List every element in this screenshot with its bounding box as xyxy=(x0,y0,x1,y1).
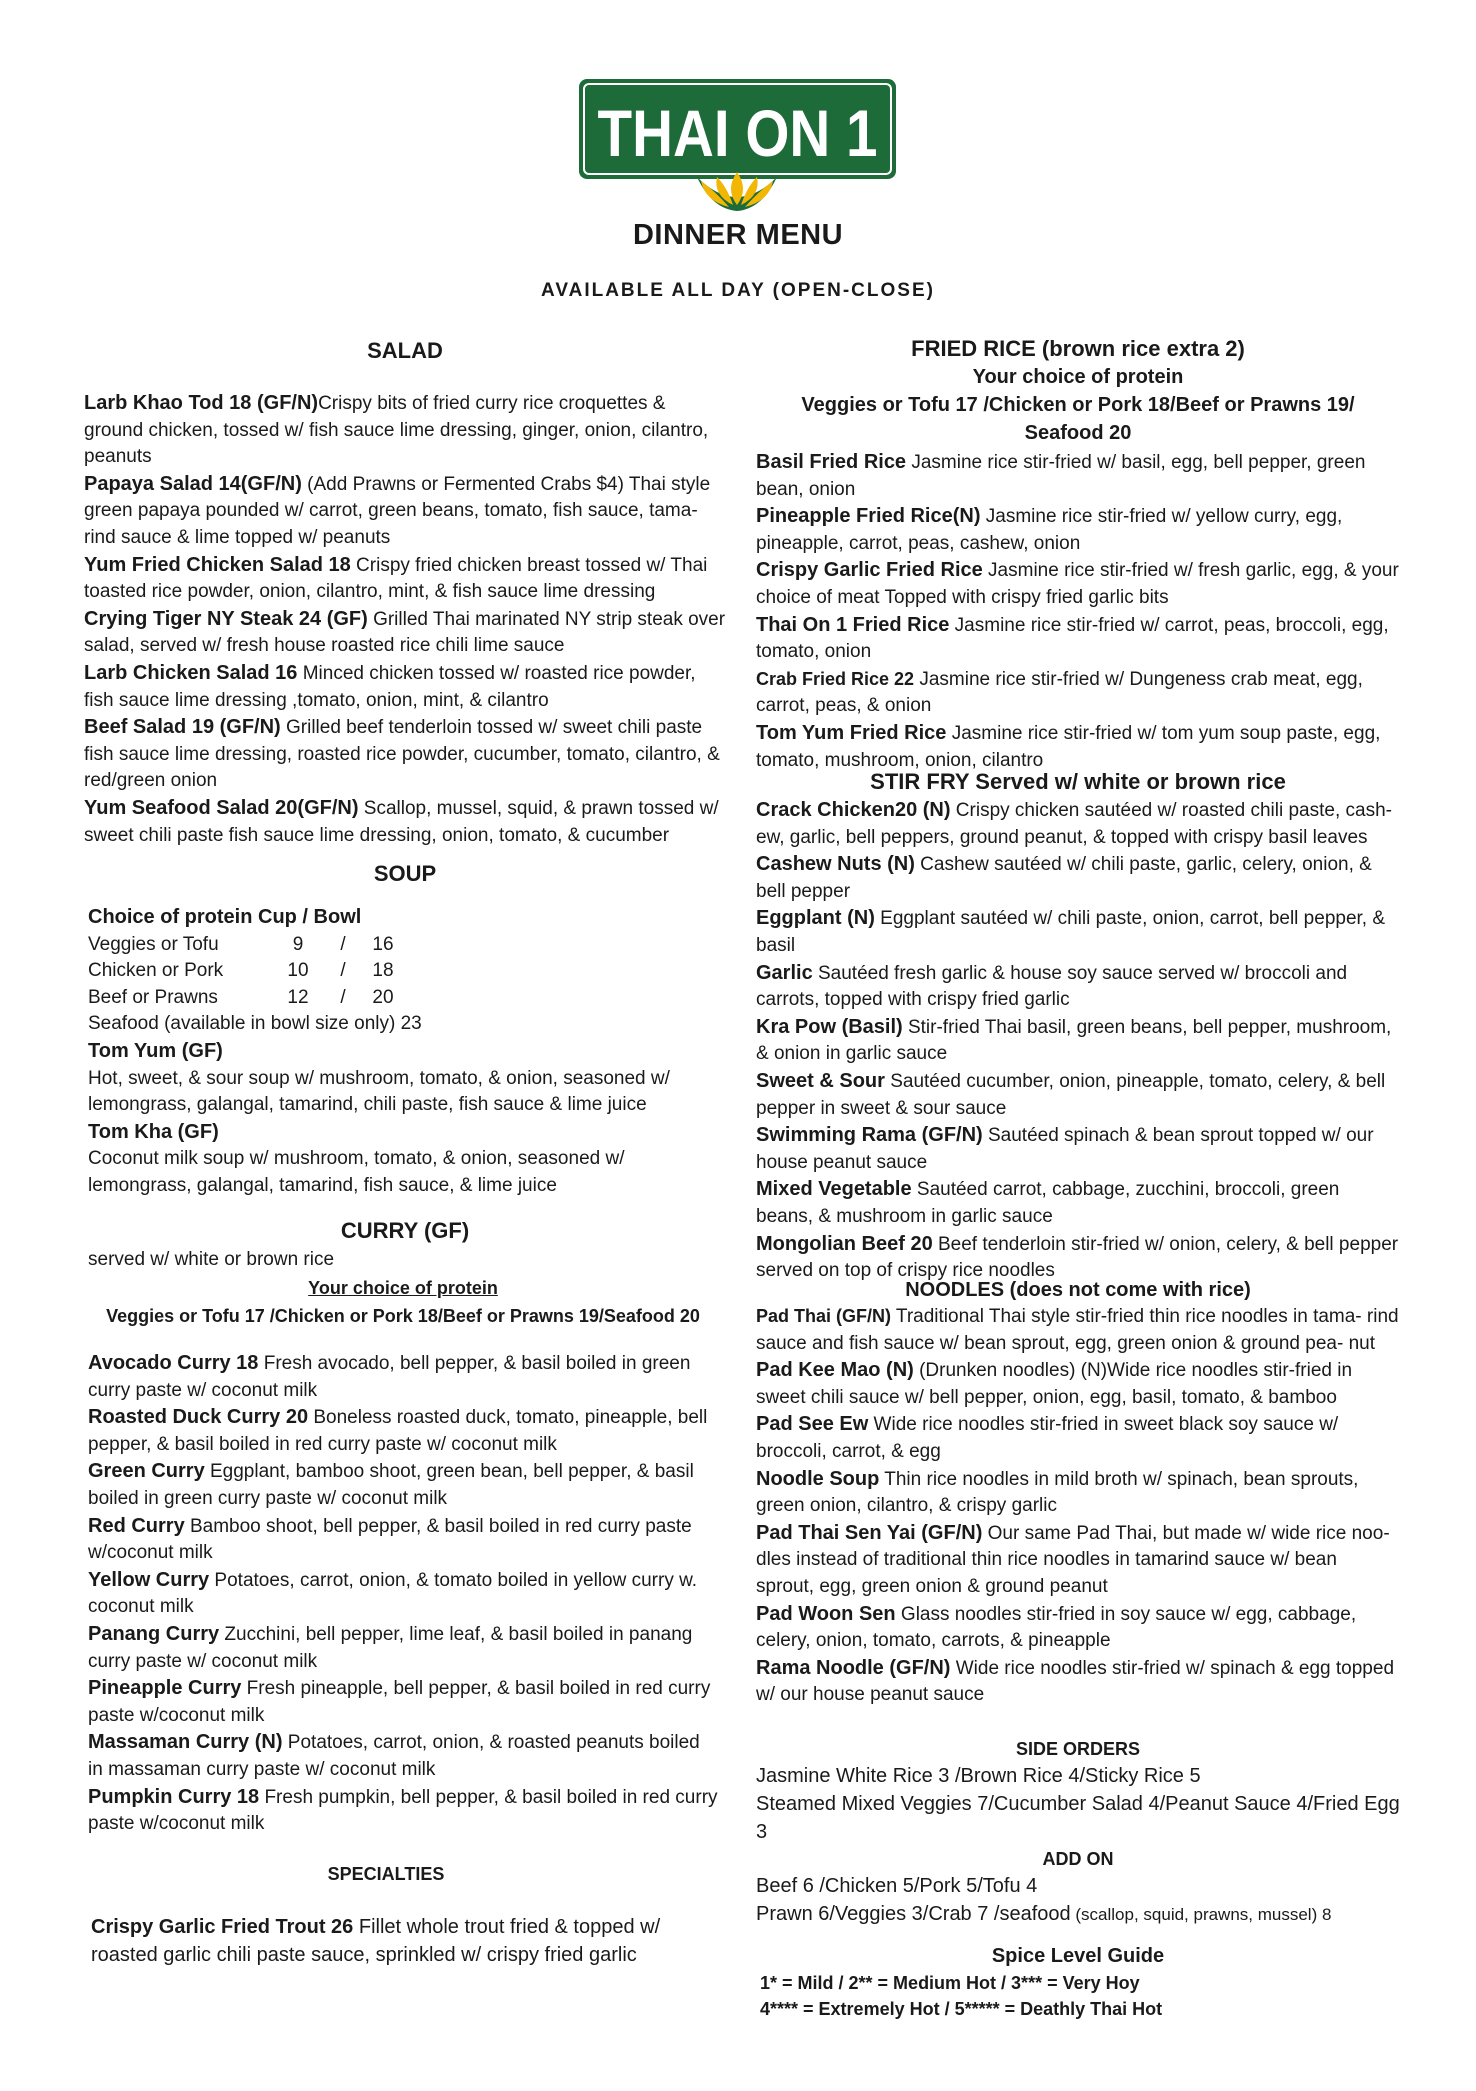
add-on-body xyxy=(756,1872,1400,1929)
menu-item: Pad Thai (GF/N) Traditional Thai style stir-fried thin rice noodles in tama- rind sauce and fish sauce w/ bean sprout, egg, green onion & ground pea- nut xyxy=(756,1306,1399,1354)
menu-item: Green Curry Eggplant, bamboo shoot, green bean, bell pepper, & basil boiled in green curry paste w/ coconut milk xyxy=(88,1460,694,1509)
salad-section xyxy=(84,337,726,365)
fried-rice-protein-line1: Veggies or Tofu 17 /Chicken or Pork 18/Beef or Prawns 19/ xyxy=(801,394,1355,416)
curry-protein-line: Veggies or Tofu 17 /Chicken or Pork 18/Beef or Prawns 19/Seafood 20 xyxy=(106,1305,700,1326)
specialties-section xyxy=(84,1860,688,1888)
menu-item: Kra Pow (Basil) Stir-fried Thai basil, green beans, bell pepper, mushroom, & onion in garlic sauce xyxy=(756,1015,1392,1065)
item-desc: Crispy fried chicken breast tossed w/ Thai toasted rice powder, onion, cilantro, mint, & fish sauce lime dressing xyxy=(84,554,708,603)
menu-item: Mongolian Beef 20 Beef tenderloin stir-fried w/ onion, celery, & bell pepper served on top of crispy rice noodles xyxy=(756,1232,1399,1282)
side-orders-body xyxy=(756,1762,1400,1846)
menu-item: Rama Noodle (GF/N) Wide rice noodles stir-fried w/ spinach & egg topped w/ our house peanut sauce xyxy=(756,1656,1395,1706)
menu-item: Swimming Rama (GF/N) Sautéed spinach & bean sprout topped w/ our house peanut sauce xyxy=(756,1124,1374,1173)
noodles-items xyxy=(756,1303,1400,1709)
menu-item xyxy=(84,390,726,471)
protein-row: Veggies or Tofu 9 / 16 xyxy=(88,933,394,955)
menu-item: Sweet & Sour Sautéed cucumber, onion, pineapple, tomato, celery, & bell pepper in sweet & sour sauce xyxy=(756,1069,1386,1119)
menu-item: Crab Fried Rice 22 Jasmine rice stir-fried w/ Dungeness crab meat, egg, carrot, peas, & onion xyxy=(756,668,1363,717)
menu-item: Garlic Sautéed fresh garlic & house soy sauce served w/ broccoli and carrots, topped with crispy fried garlic xyxy=(756,961,1348,1011)
thai-on-1-logo xyxy=(577,77,898,212)
stir-fry-section xyxy=(756,768,1400,796)
spice-line: 1* = Mild / 2** = Medium Hot / 3*** = Very Hoy xyxy=(760,1973,1140,1993)
availability-subtitle: AVAILABLE ALL DAY (OPEN-CLOSE) xyxy=(541,280,935,301)
menu-item xyxy=(84,606,726,660)
menu-item: Pineapple Curry Fresh pineapple, bell pepper, & basil boiled in red curry paste w/coconut milk xyxy=(88,1677,711,1726)
item-desc: Coconut milk soup w/ mushroom, tomato, & onion, seasoned w/ lemongrass, galangal, tamarind, fish sauce, & lime juice xyxy=(88,1148,625,1196)
menu-item xyxy=(84,552,726,606)
item-name: Crying Tiger NY Steak 24 (GF) xyxy=(84,607,368,630)
item-desc: Crispy bits of fried curry rice croquettes & ground chicken, tossed w/ fish sauce lime dressing, ginger, onion, cilantro, peanuts xyxy=(84,393,709,468)
fried-rice-heading: FRIED RICE (brown rice extra 2) xyxy=(911,336,1245,361)
menu-item: Pad Woon Sen Glass noodles stir-fried in soy sauce w/ egg, cabbage, celery, onion, tomato, carrots, & pineapple xyxy=(756,1602,1357,1652)
menu-item: Pumpkin Curry 18 Fresh pumpkin, bell pepper, & basil boiled in red curry paste w/coconut milk xyxy=(88,1785,718,1835)
menu-item: Roasted Duck Curry 20 Boneless roasted duck, tomato, pineapple, bell pepper, & basil boiled in red curry paste w/ coconut milk xyxy=(88,1406,708,1455)
soup-section xyxy=(84,860,726,888)
fried-rice-protein-heading: Your choice of protein xyxy=(972,366,1184,388)
stir-fry-heading: STIR FRY Served w/ white or brown rice xyxy=(870,769,1286,794)
menu-item: Panang Curry Zucchini, bell pepper, lime leaf, & basil boiled in panang curry paste w/ coconut milk xyxy=(88,1622,693,1672)
curry-header xyxy=(88,1247,718,1330)
item-name: Larb Chicken Salad 16 xyxy=(84,661,298,684)
side-orders-line: Jasmine White Rice 3 /Brown Rice 4/Sticky Rice 5 xyxy=(756,1765,1201,1787)
menu-item: Pineapple Fried Rice(N) Jasmine rice stir-fried w/ yellow curry, egg, pineapple, carrot, peas, cashew, onion xyxy=(756,505,1343,554)
stir-fry-items xyxy=(756,797,1400,1285)
curry-items xyxy=(88,1350,718,1838)
curry-served: served w/ white or brown rice xyxy=(88,1249,335,1270)
menu-item xyxy=(84,795,726,849)
menu-item xyxy=(84,660,726,714)
item-desc: Hot, sweet, & sour soup w/ mushroom, tomato, & onion, seasoned w/ lemongrass, galangal, tamarind, chili paste, fish sauce & lime juice xyxy=(88,1067,670,1116)
menu-item: Red Curry Bamboo shoot, bell pepper, & basil boiled in red curry paste w/coconut milk xyxy=(88,1514,692,1564)
item-name: Yum Seafood Salad 20(GF/N) xyxy=(84,796,359,819)
menu-item: Eggplant (N) Eggplant sautéed w/ chili paste, onion, carrot, bell pepper, & basil xyxy=(756,907,1386,956)
page-title: DINNER MENU xyxy=(632,219,844,251)
specialties-items xyxy=(91,1913,721,1969)
menu-item: Mixed Vegetable Sautéed carrot, cabbage, zucchini, broccoli, green beans, & mushroom in garlic sauce xyxy=(756,1178,1340,1227)
protein-row: Beef or Prawns 12 / 20 xyxy=(88,986,394,1008)
menu-item: Crispy Garlic Fried Rice Jasmine rice stir-fried w/ fresh garlic, egg, & your choice of meat Topped with crispy fried garlic bits xyxy=(756,559,1399,608)
menu-item: Pad See Ew Wide rice noodles stir-fried in sweet black soy sauce w/ broccoli, carrot, & egg xyxy=(756,1413,1339,1462)
side-orders-heading: SIDE ORDERS xyxy=(1015,1739,1141,1759)
menu-item xyxy=(84,471,726,552)
noodles-section xyxy=(756,1276,1400,1304)
item-desc: Scallop, mussel, squid, & prawn tossed w/ sweet chili paste fish sauce lime dressing, onion, tomato, & cucumber xyxy=(84,797,719,846)
menu-item: Noodle Soup Thin rice noodles in mild broth w/ spinach, bean sprouts, green onion, cilantro, & crispy garlic xyxy=(756,1467,1359,1517)
item-name: Beef Salad 19 (GF/N) xyxy=(84,716,281,739)
fried-rice-items xyxy=(756,449,1400,774)
curry-section xyxy=(84,1217,726,1245)
item-name: Tom Kha (GF) xyxy=(88,1120,219,1143)
spice-line: 4**** = Extremely Hot / 5***** = Deathly Thai Hot xyxy=(760,1999,1163,2019)
spice-body xyxy=(760,1970,1404,2022)
item-name: Tom Yum (GF) xyxy=(88,1039,223,1062)
salad-heading: SALAD xyxy=(367,338,443,363)
noodles-heading: NOODLES (does not come with rice) xyxy=(905,1279,1251,1301)
menu-item: Crack Chicken20 (N) Crispy chicken sautéed w/ roasted chili paste, cash- ew, garlic, bell peppers, ground peanut, & topped with crispy basil leaves xyxy=(756,799,1392,848)
logo-text: THAI ON 1 xyxy=(597,96,878,170)
fried-rice-protein-line2: Seafood 20 xyxy=(1024,422,1132,444)
menu-item: Pad Thai Sen Yai (GF/N) Our same Pad Thai, but made w/ wide rice noo- dles instead of traditional thin rice noodles in tamarind sauce w/ bean sprout, egg, green onion & ground peanut xyxy=(756,1521,1390,1597)
curry-heading: CURRY (GF) xyxy=(340,1218,470,1243)
menu-item: Yellow Curry Potatoes, carrot, onion, & tomato boiled in yellow curry w. coconut milk xyxy=(88,1568,698,1618)
item-desc: Grilled beef tenderloin tossed w/ sweet chili paste fish sauce lime dressing, roasted rice powder, cucumber, tomato, cilantro, & red/green onion xyxy=(84,717,720,792)
protein-row: Chicken or Pork 10 / 18 xyxy=(88,960,394,982)
item-desc: Grilled Thai marinated NY strip steak over salad, served w/ fresh house roasted rice chili lime sauce xyxy=(84,608,726,657)
soup-heading: SOUP xyxy=(373,861,437,886)
soup-protein-heading: Choice of protein Cup / Bowl xyxy=(88,906,362,928)
add-on-line: Prawn 6/Veggies 3/Crab 7 /seafood (scallop, squid, prawns, mussel) 8 xyxy=(756,1903,1332,1925)
seafood-note: Seafood (available in bowl size only) 23 xyxy=(88,1013,422,1035)
item-desc: Minced chicken tossed w/ roasted rice powder, fish sauce lime dressing ,tomato, onion, mint, & cilantro xyxy=(84,662,696,711)
menu-item: Cashew Nuts (N) Cashew sautéed w/ chili paste, garlic, celery, onion, & bell pepper xyxy=(756,853,1372,902)
side-orders-section xyxy=(756,1735,1400,1763)
specialties-heading: SPECIALTIES xyxy=(327,1864,445,1884)
soup-body xyxy=(88,904,708,1200)
menu-item: Tom Yum Fried Rice Jasmine rice stir-fried w/ tom yum soup paste, egg, tomato, mushroom, onion, cilantro xyxy=(756,721,1381,771)
curry-protein-heading: Your choice of protein xyxy=(308,1277,498,1298)
add-on-section xyxy=(756,1845,1400,1873)
add-on-heading: ADD ON xyxy=(1042,1849,1114,1869)
menu-item: Crispy Garlic Fried Trout 26 Fillet whole trout fried & topped w/ roasted garlic chili paste sauce, sprinkled w/ crispy fried garlic xyxy=(91,1916,661,1966)
fried-rice-section xyxy=(756,335,1400,447)
item-name: Yum Fried Chicken Salad 18 xyxy=(84,553,351,576)
item-name: Papaya Salad 14(GF/N) xyxy=(84,472,302,495)
menu-item: Massaman Curry (N) Potatoes, carrot, onion, & roasted peanuts boiled in massaman curry paste w/ coconut milk xyxy=(88,1731,700,1780)
salad-items xyxy=(84,390,726,849)
add-on-line: Beef 6 /Chicken 5/Pork 5/Tofu 4 xyxy=(756,1875,1038,1897)
menu-item xyxy=(84,714,726,795)
menu-item: Pad Kee Mao (N) (Drunken noodles) (N)Wide rice noodles stir-fried in sweet chili sauce w/ bell pepper, onion, egg, basil, tomato, & bamboo xyxy=(756,1359,1353,1408)
menu-item: Thai On 1 Fried Rice Jasmine rice stir-fried w/ carrot, peas, broccoli, egg, tomato, onion xyxy=(756,613,1389,663)
spice-heading: Spice Level Guide xyxy=(991,1945,1165,1967)
menu-item: Avocado Curry 18 Fresh avocado, bell pepper, & basil boiled in green curry paste w/ coconut milk xyxy=(88,1352,691,1401)
side-orders-line: Steamed Mixed Veggies 7/Cucumber Salad 4/Peanut Sauce 4/Fried Egg 3 xyxy=(756,1793,1400,1843)
item-name: Larb Khao Tod 18 (GF/N) xyxy=(84,392,319,414)
spice-section xyxy=(756,1942,1400,1970)
item-desc: (Add Prawns or Fermented Crabs $4) Thai style green papaya pounded w/ carrot, green beans, tomato, fish sauce, tama- rind sauce & lime topped w/ peanuts xyxy=(84,473,711,548)
menu-item: Basil Fried Rice Jasmine rice stir-fried w/ basil, egg, bell pepper, green bean, onion xyxy=(756,451,1366,500)
